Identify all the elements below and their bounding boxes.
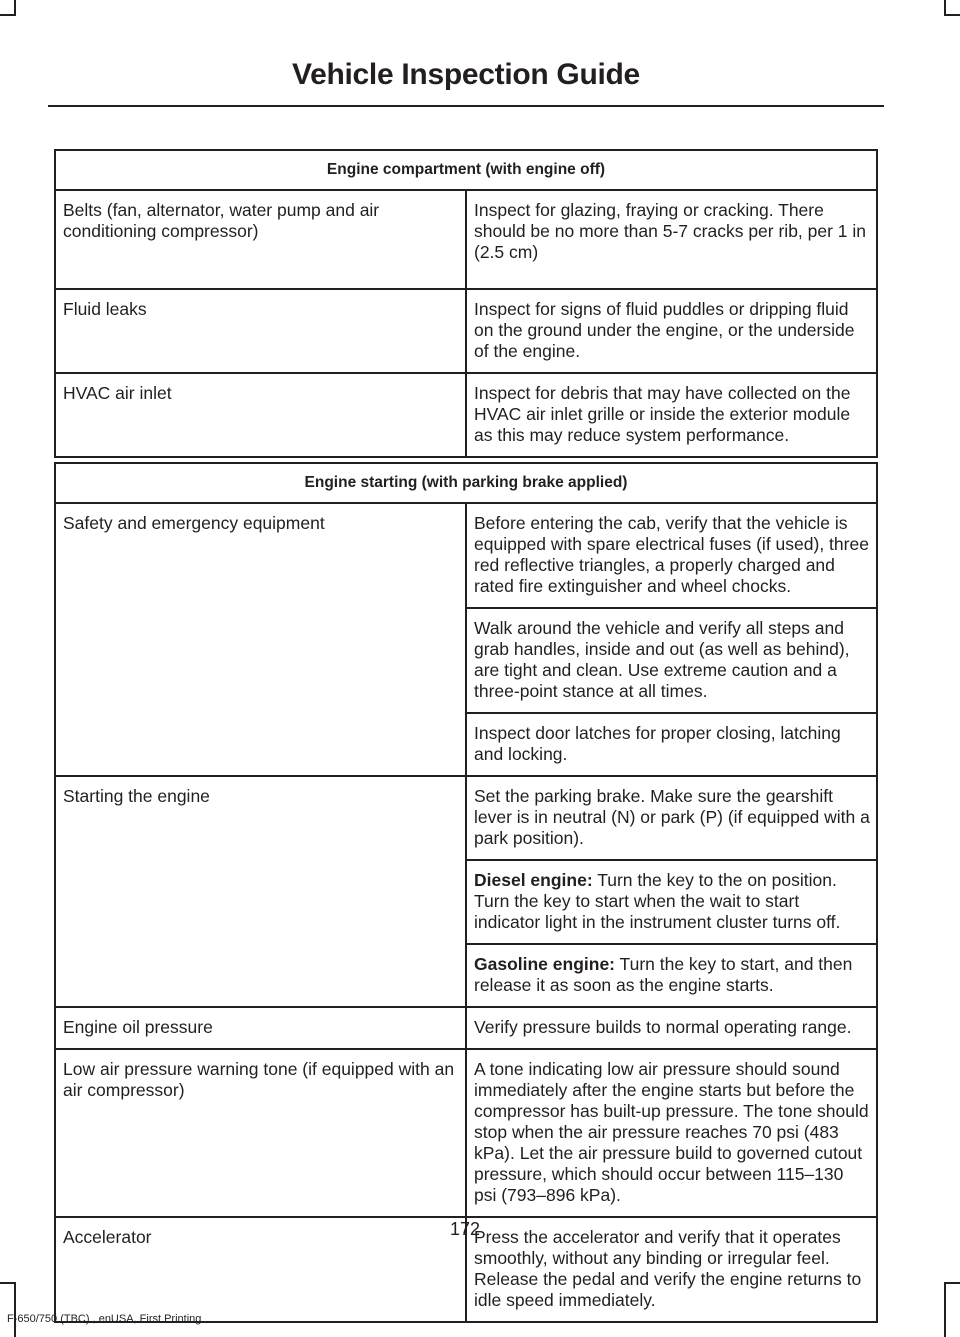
description-cell <box>466 944 877 1007</box>
table-row <box>55 503 877 608</box>
table-row <box>55 289 877 373</box>
description-cell <box>466 860 877 944</box>
description-cell: Inspect door latches for proper closing, latching and locking. <box>466 713 877 776</box>
description-cell: Verify pressure builds to normal operating range. <box>466 1007 877 1049</box>
crop-mark-top-left <box>0 14 16 16</box>
table-header-row <box>55 463 877 503</box>
description-cell: Inspect for signs of fluid puddles or dripping fluid on the ground under the engine, or the underside of the engine. <box>466 289 877 373</box>
item-cell: Belts (fan, alternator, water pump and air conditioning compressor) <box>55 190 466 289</box>
item-cell: Low air pressure warning tone (if equipped with an air compressor) <box>55 1049 466 1217</box>
crop-mark-bottom-right <box>944 1282 946 1337</box>
item-cell: Accelerator <box>55 1217 466 1322</box>
item-cell: Safety and emergency equipment <box>55 503 466 776</box>
engine-compartment-table <box>54 149 878 458</box>
table-header-row <box>55 150 877 190</box>
engine-starting-table <box>54 462 878 1323</box>
table-heading: Engine starting (with parking brake applied) <box>55 463 877 503</box>
description-cell: Before entering the cab, verify that the vehicle is equipped with spare electrical fuses (if used), three red reflective triangles, a properly charged and rated fire extinguisher and wheel chocks. <box>466 503 877 608</box>
footer-text: F-650/750 (TBC) , enUSA, First Printing <box>7 1313 202 1325</box>
table-heading: Engine compartment (with engine off) <box>55 150 877 190</box>
table-row <box>55 190 877 289</box>
description-cell: Press the accelerator and verify that it operates smoothly, without any binding or irregular feel. Release the pedal and verify the engine returns to idle speed immediately. <box>466 1217 877 1322</box>
gasoline-engine-text: Turn the key to start, and then release it as soon as the engine starts. <box>474 954 853 995</box>
header-rule <box>48 105 884 107</box>
gasoline-engine-label: Gasoline engine: <box>474 954 615 974</box>
item-cell: Starting the engine <box>55 776 466 1007</box>
item-cell: HVAC air inlet <box>55 373 466 457</box>
crop-mark-bottom-left <box>0 1282 16 1284</box>
description-cell: Set the parking brake. Make sure the gearshift lever is in neutral (N) or park (P) (if equipped with a park position). <box>466 776 877 860</box>
description-cell: Inspect for glazing, fraying or cracking. There should be no more than 5-7 cracks per rib, per 1 in (2.5 cm) <box>466 190 877 289</box>
page-header-title: Vehicle Inspection Guide <box>292 58 640 91</box>
crop-mark-top-right <box>944 14 960 16</box>
item-cell: Fluid leaks <box>55 289 466 373</box>
table-row <box>55 373 877 457</box>
table-row <box>55 776 877 860</box>
description-cell: Inspect for debris that may have collected on the HVAC air inlet grille or inside the exterior module as this may reduce system performance. <box>466 373 877 457</box>
table-row <box>55 1007 877 1049</box>
crop-mark-bottom-right <box>944 1282 960 1284</box>
description-cell: A tone indicating low air pressure should sound immediately after the engine starts but before the compressor has built-up pressure. The tone should stop when the air pressure reaches 70 psi (483 kPa). Let the air pressure build to governed cutout pressure, which should occur between 115–130 psi (793–896 kPa). <box>466 1049 877 1217</box>
crop-mark-top-right <box>944 0 946 14</box>
crop-mark-bottom-left <box>14 1282 16 1337</box>
crop-mark-top-left <box>14 0 16 14</box>
page-number: 172 <box>449 1219 481 1239</box>
diesel-engine-text: Turn the key to the on position. Turn the key to start when the wait to start indicator light in the instrument cluster turns off. <box>474 870 841 932</box>
item-cell: Engine oil pressure <box>55 1007 466 1049</box>
description-cell: Walk around the vehicle and verify all steps and grab handles, inside and out (as well as behind), are tight and clean. Use extreme caution and a three-point stance at all times. <box>466 608 877 713</box>
table-row <box>55 1049 877 1217</box>
diesel-engine-label: Diesel engine: <box>474 870 593 890</box>
